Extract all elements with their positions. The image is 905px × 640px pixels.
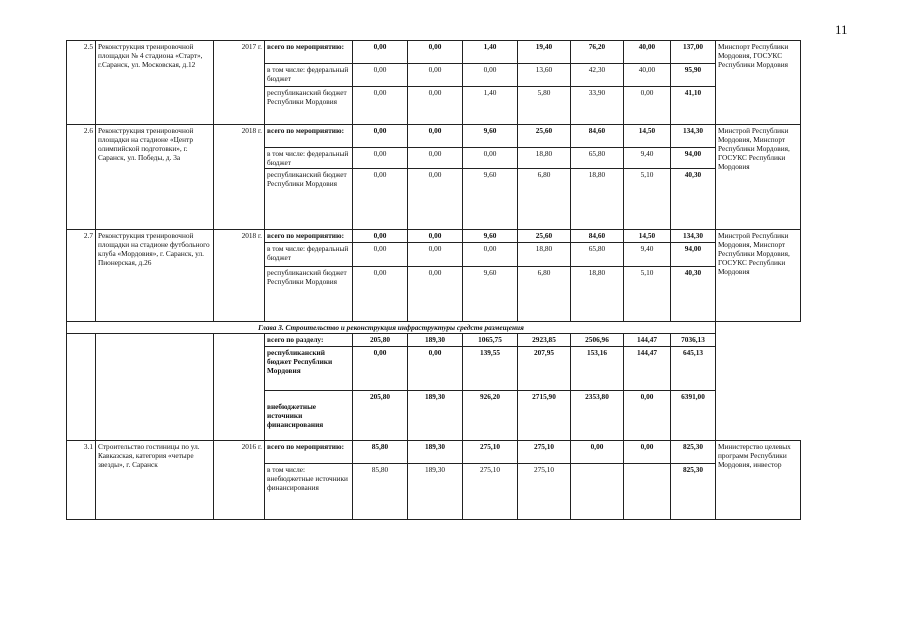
chapter-row — [67, 322, 801, 334]
table-row — [67, 41, 801, 64]
value-cell: 645,13 — [671, 347, 716, 391]
value-cell: 2506,96 — [571, 334, 624, 347]
value-cell: 189,30 — [408, 441, 463, 464]
value-cell: 14,50 — [624, 125, 671, 148]
funding-label: республиканский бюджет Республики Мордовия — [265, 169, 353, 230]
value-cell: 18,80 — [571, 169, 624, 230]
value-cell: 0,00 — [408, 125, 463, 148]
value-cell: 0,00 — [353, 347, 408, 391]
value-cell: 6,80 — [518, 169, 571, 230]
funding-label: в том числе: внебюджетные источники финансирования — [265, 464, 353, 520]
value-cell: 7036,13 — [671, 334, 716, 347]
value-cell: 0,00 — [353, 41, 408, 64]
event-name: Реконструкция тренировочной площадки № 4 стадиона «Старт», г.Саранск, ул. Московская, д.12 — [96, 41, 214, 125]
executor: Министерство целевых программ Республики Мордовия, инвестор — [716, 441, 801, 520]
value-cell: 1065,75 — [463, 334, 518, 347]
value-cell: 65,80 — [571, 148, 624, 169]
value-cell: 137,00 — [671, 41, 716, 64]
value-cell: 41,10 — [671, 87, 716, 125]
value-cell: 1,40 — [463, 87, 518, 125]
value-cell: 189,30 — [408, 464, 463, 520]
funding-label: всего по мероприятию: — [265, 230, 353, 243]
value-cell: 0,00 — [624, 87, 671, 125]
value-cell: 5,10 — [624, 267, 671, 322]
event-name: Строительство гостиницы по ул. Кавказская, категория «четыре звезды», г. Саранск — [96, 441, 214, 520]
row-number: 3.1 — [67, 441, 96, 520]
executor: Минспорт Республики Мордовия, ГОСУКС Республики Мордовия — [716, 41, 801, 125]
value-cell: 84,60 — [571, 230, 624, 243]
value-cell: 926,20 — [463, 391, 518, 441]
budget-table — [66, 40, 801, 520]
value-cell: 0,00 — [353, 230, 408, 243]
funding-label: в том числе: федеральный бюджет — [265, 148, 353, 169]
funding-label: всего по разделу: — [265, 334, 353, 347]
value-cell: 84,60 — [571, 125, 624, 148]
value-cell: 94,00 — [671, 243, 716, 267]
value-cell: 0,00 — [408, 41, 463, 64]
value-cell: 18,80 — [518, 243, 571, 267]
value-cell: 9,60 — [463, 267, 518, 322]
value-cell: 205,80 — [353, 334, 408, 347]
value-cell: 2923,85 — [518, 334, 571, 347]
value-cell: 189,30 — [408, 391, 463, 441]
value-cell: 0,00 — [463, 243, 518, 267]
value-cell: 205,80 — [353, 391, 408, 441]
table-row — [67, 334, 801, 347]
value-cell: 0,00 — [408, 243, 463, 267]
table-row — [67, 125, 801, 148]
value-cell: 40,00 — [624, 64, 671, 87]
value-cell: 0,00 — [408, 169, 463, 230]
value-cell: 40,30 — [671, 169, 716, 230]
value-cell: 0,00 — [463, 148, 518, 169]
value-cell: 275,10 — [463, 441, 518, 464]
value-cell: 0,00 — [353, 267, 408, 322]
row-number: 2.7 — [67, 230, 96, 322]
value-cell: 95,90 — [671, 64, 716, 87]
funding-label: в том числе: федеральный бюджет — [265, 64, 353, 87]
value-cell: 85,80 — [353, 464, 408, 520]
value-cell — [624, 464, 671, 520]
page-number: 11 — [835, 22, 848, 37]
funding-label: всего по мероприятию: — [265, 441, 353, 464]
value-cell: 0,00 — [624, 391, 671, 441]
event-name: Реконструкция тренировочной площадки на стадионе «Центр олимпийской подготовки», г. Саранск, ул. Победы, д. 3а — [96, 125, 214, 230]
value-cell: 153,16 — [571, 347, 624, 391]
value-cell: 0,00 — [463, 64, 518, 87]
value-cell: 5,80 — [518, 87, 571, 125]
value-cell: 275,10 — [463, 464, 518, 520]
value-cell: 144,47 — [624, 347, 671, 391]
event-name: Реконструкция тренировочной площадки на стадионе футбольного клуба «Мордовия», г. Саранск, ул. Пионерская, д.26 — [96, 230, 214, 322]
funding-label: республиканский бюджет Республики Мордовия — [265, 267, 353, 322]
value-cell: 0,00 — [408, 347, 463, 391]
value-cell: 76,20 — [571, 41, 624, 64]
event-year: 2017 г. — [214, 41, 265, 125]
row-number: 2.6 — [67, 125, 96, 230]
value-cell: 0,00 — [408, 267, 463, 322]
value-cell: 14,50 — [624, 230, 671, 243]
value-cell: 0,00 — [353, 87, 408, 125]
event-year: 2016 г. — [214, 441, 265, 520]
value-cell: 9,60 — [463, 230, 518, 243]
value-cell: 1,40 — [463, 41, 518, 64]
value-cell: 825,30 — [671, 441, 716, 464]
value-cell: 0,00 — [353, 169, 408, 230]
value-cell: 0,00 — [571, 441, 624, 464]
value-cell: 25,60 — [518, 125, 571, 148]
value-cell: 189,30 — [408, 334, 463, 347]
value-cell: 9,60 — [463, 169, 518, 230]
value-cell: 144,47 — [624, 334, 671, 347]
funding-label: в том числе: федеральный бюджет — [265, 243, 353, 267]
value-cell: 33,90 — [571, 87, 624, 125]
value-cell: 0,00 — [353, 148, 408, 169]
funding-label: внебюджетные источники финансирования — [265, 391, 353, 441]
value-cell: 0,00 — [408, 64, 463, 87]
funding-label: республиканский бюджет Республики Мордовия — [265, 347, 353, 391]
value-cell: 275,10 — [518, 441, 571, 464]
row-number: 2.5 — [67, 41, 96, 125]
value-cell: 207,95 — [518, 347, 571, 391]
value-cell: 18,80 — [518, 148, 571, 169]
value-cell: 2353,80 — [571, 391, 624, 441]
value-cell — [571, 464, 624, 520]
value-cell: 275,10 — [518, 464, 571, 520]
value-cell: 0,00 — [408, 87, 463, 125]
value-cell: 25,60 — [518, 230, 571, 243]
executor: Минстрой Республики Мордовия, Минспорт Республики Мордовия, ГОСУКС Республики Мордовия — [716, 125, 801, 230]
value-cell: 0,00 — [408, 230, 463, 243]
value-cell: 9,40 — [624, 148, 671, 169]
funding-label: республиканский бюджет Республики Мордовия — [265, 87, 353, 125]
table-row — [67, 230, 801, 243]
value-cell: 6,80 — [518, 267, 571, 322]
event-year: 2018 г. — [214, 125, 265, 230]
value-cell: 65,80 — [571, 243, 624, 267]
funding-label: всего по мероприятию: — [265, 41, 353, 64]
funding-label: всего по мероприятию: — [265, 125, 353, 148]
value-cell: 134,30 — [671, 230, 716, 243]
value-cell: 5,10 — [624, 169, 671, 230]
chapter-heading: Глава 3. Строительство и реконструкция инфраструктуры средств размещения — [67, 322, 716, 334]
value-cell: 0,00 — [408, 148, 463, 169]
value-cell: 19,40 — [518, 41, 571, 64]
value-cell: 40,30 — [671, 267, 716, 322]
value-cell: 0,00 — [353, 64, 408, 87]
value-cell: 18,80 — [571, 267, 624, 322]
value-cell: 13,60 — [518, 64, 571, 87]
value-cell: 0,00 — [624, 441, 671, 464]
value-cell: 40,00 — [624, 41, 671, 64]
value-cell: 9,60 — [463, 125, 518, 148]
value-cell: 0,00 — [353, 243, 408, 267]
event-year: 2018 г. — [214, 230, 265, 322]
value-cell: 9,40 — [624, 243, 671, 267]
value-cell: 85,80 — [353, 441, 408, 464]
value-cell: 42,30 — [571, 64, 624, 87]
table-row — [67, 441, 801, 464]
value-cell: 139,55 — [463, 347, 518, 391]
value-cell: 0,00 — [353, 125, 408, 148]
value-cell: 825,30 — [671, 464, 716, 520]
value-cell: 94,00 — [671, 148, 716, 169]
value-cell: 2715,90 — [518, 391, 571, 441]
value-cell: 6391,00 — [671, 391, 716, 441]
value-cell: 134,30 — [671, 125, 716, 148]
executor: Минстрой Республики Мордовия, Минспорт Республики Мордовия, ГОСУКС Республики Мордовия — [716, 230, 801, 322]
